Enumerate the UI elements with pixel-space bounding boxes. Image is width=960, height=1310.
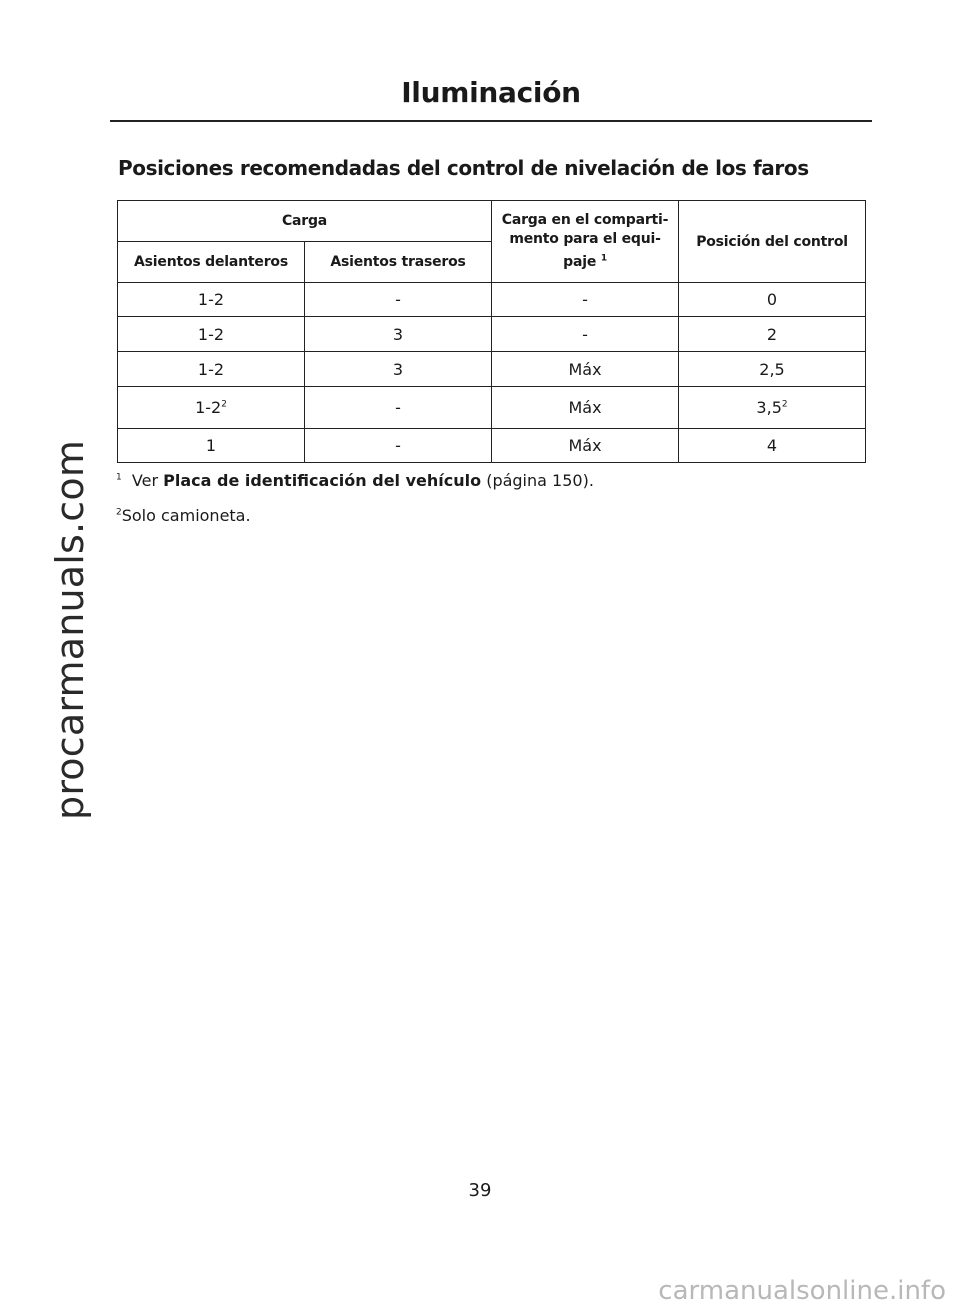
footnote-ref: 1 (600, 253, 607, 264)
table-row (118, 317, 866, 352)
headlamp-leveling-table (117, 200, 866, 463)
header-luggage-line2: mento para el equi- (509, 231, 661, 247)
footnote-text: Ver (131, 471, 164, 490)
cell-control-position: $3,5^2$ (679, 387, 866, 429)
footnote-marker: 2 (116, 507, 122, 518)
title-divider (110, 120, 872, 122)
footnote-marker: 1 (116, 472, 122, 483)
footnote-1 (116, 471, 594, 490)
watermark (48, 439, 108, 880)
cell-front-seats: 1-2 (118, 283, 305, 317)
cell-control-position: 2,5 (679, 352, 866, 387)
table-row (118, 283, 866, 317)
table-row (118, 429, 866, 463)
table-row (118, 352, 866, 387)
site-credit: carmanualsonline.info (658, 1276, 946, 1306)
cell-control-position: 4 (679, 429, 866, 463)
cell-rear-seats: 3 (305, 317, 492, 352)
header-luggage-load (492, 201, 679, 283)
header-luggage-line1: Carga en el comparti- (501, 212, 669, 228)
cell-control-position: 2 (679, 317, 866, 352)
cell-front-seats: 1-2 (118, 317, 305, 352)
footnote-ref: 2 (221, 399, 227, 410)
cell-rear-seats: 3 (305, 352, 492, 387)
cell-control-position: 0 (679, 283, 866, 317)
cell-rear-seats: - (305, 283, 492, 317)
header-control-position: Posición del control (679, 201, 866, 283)
cell-luggage: - (492, 283, 679, 317)
section-heading: Posiciones recomendadas del control de nivelación de los faros (118, 156, 809, 180)
cell-rear-seats: - (305, 387, 492, 429)
footnote-page-ref: (página 150). (481, 471, 594, 490)
table-row (118, 387, 866, 429)
cell-front-seats: 1-2 (118, 352, 305, 387)
cell-luggage: - (492, 317, 679, 352)
watermark-text: procarmanuals.com (48, 439, 92, 820)
cell-luggage: Máx (492, 352, 679, 387)
cell-luggage: Máx (492, 429, 679, 463)
footnote-text: Solo camioneta. (121, 506, 251, 525)
header-load: Carga (118, 201, 492, 242)
header-rear-seats: Asientos traseros (305, 242, 492, 283)
cell-rear-seats: - (305, 429, 492, 463)
page-number: 39 (468, 1180, 492, 1201)
header-front-seats: Asientos delanteros (118, 242, 305, 283)
footnote-2 (116, 506, 251, 525)
chapter-title: Iluminación (401, 76, 581, 109)
cell-front-seats: $1-2^2$ (118, 387, 305, 429)
cell-luggage: Máx (492, 387, 679, 429)
vehicle-id-plate-reference: Placa de identificación del vehículo (163, 471, 482, 490)
footnote-ref: 2 (781, 399, 788, 410)
header-luggage-line3: paje (563, 254, 597, 270)
cell-front-seats: 1 (118, 429, 305, 463)
